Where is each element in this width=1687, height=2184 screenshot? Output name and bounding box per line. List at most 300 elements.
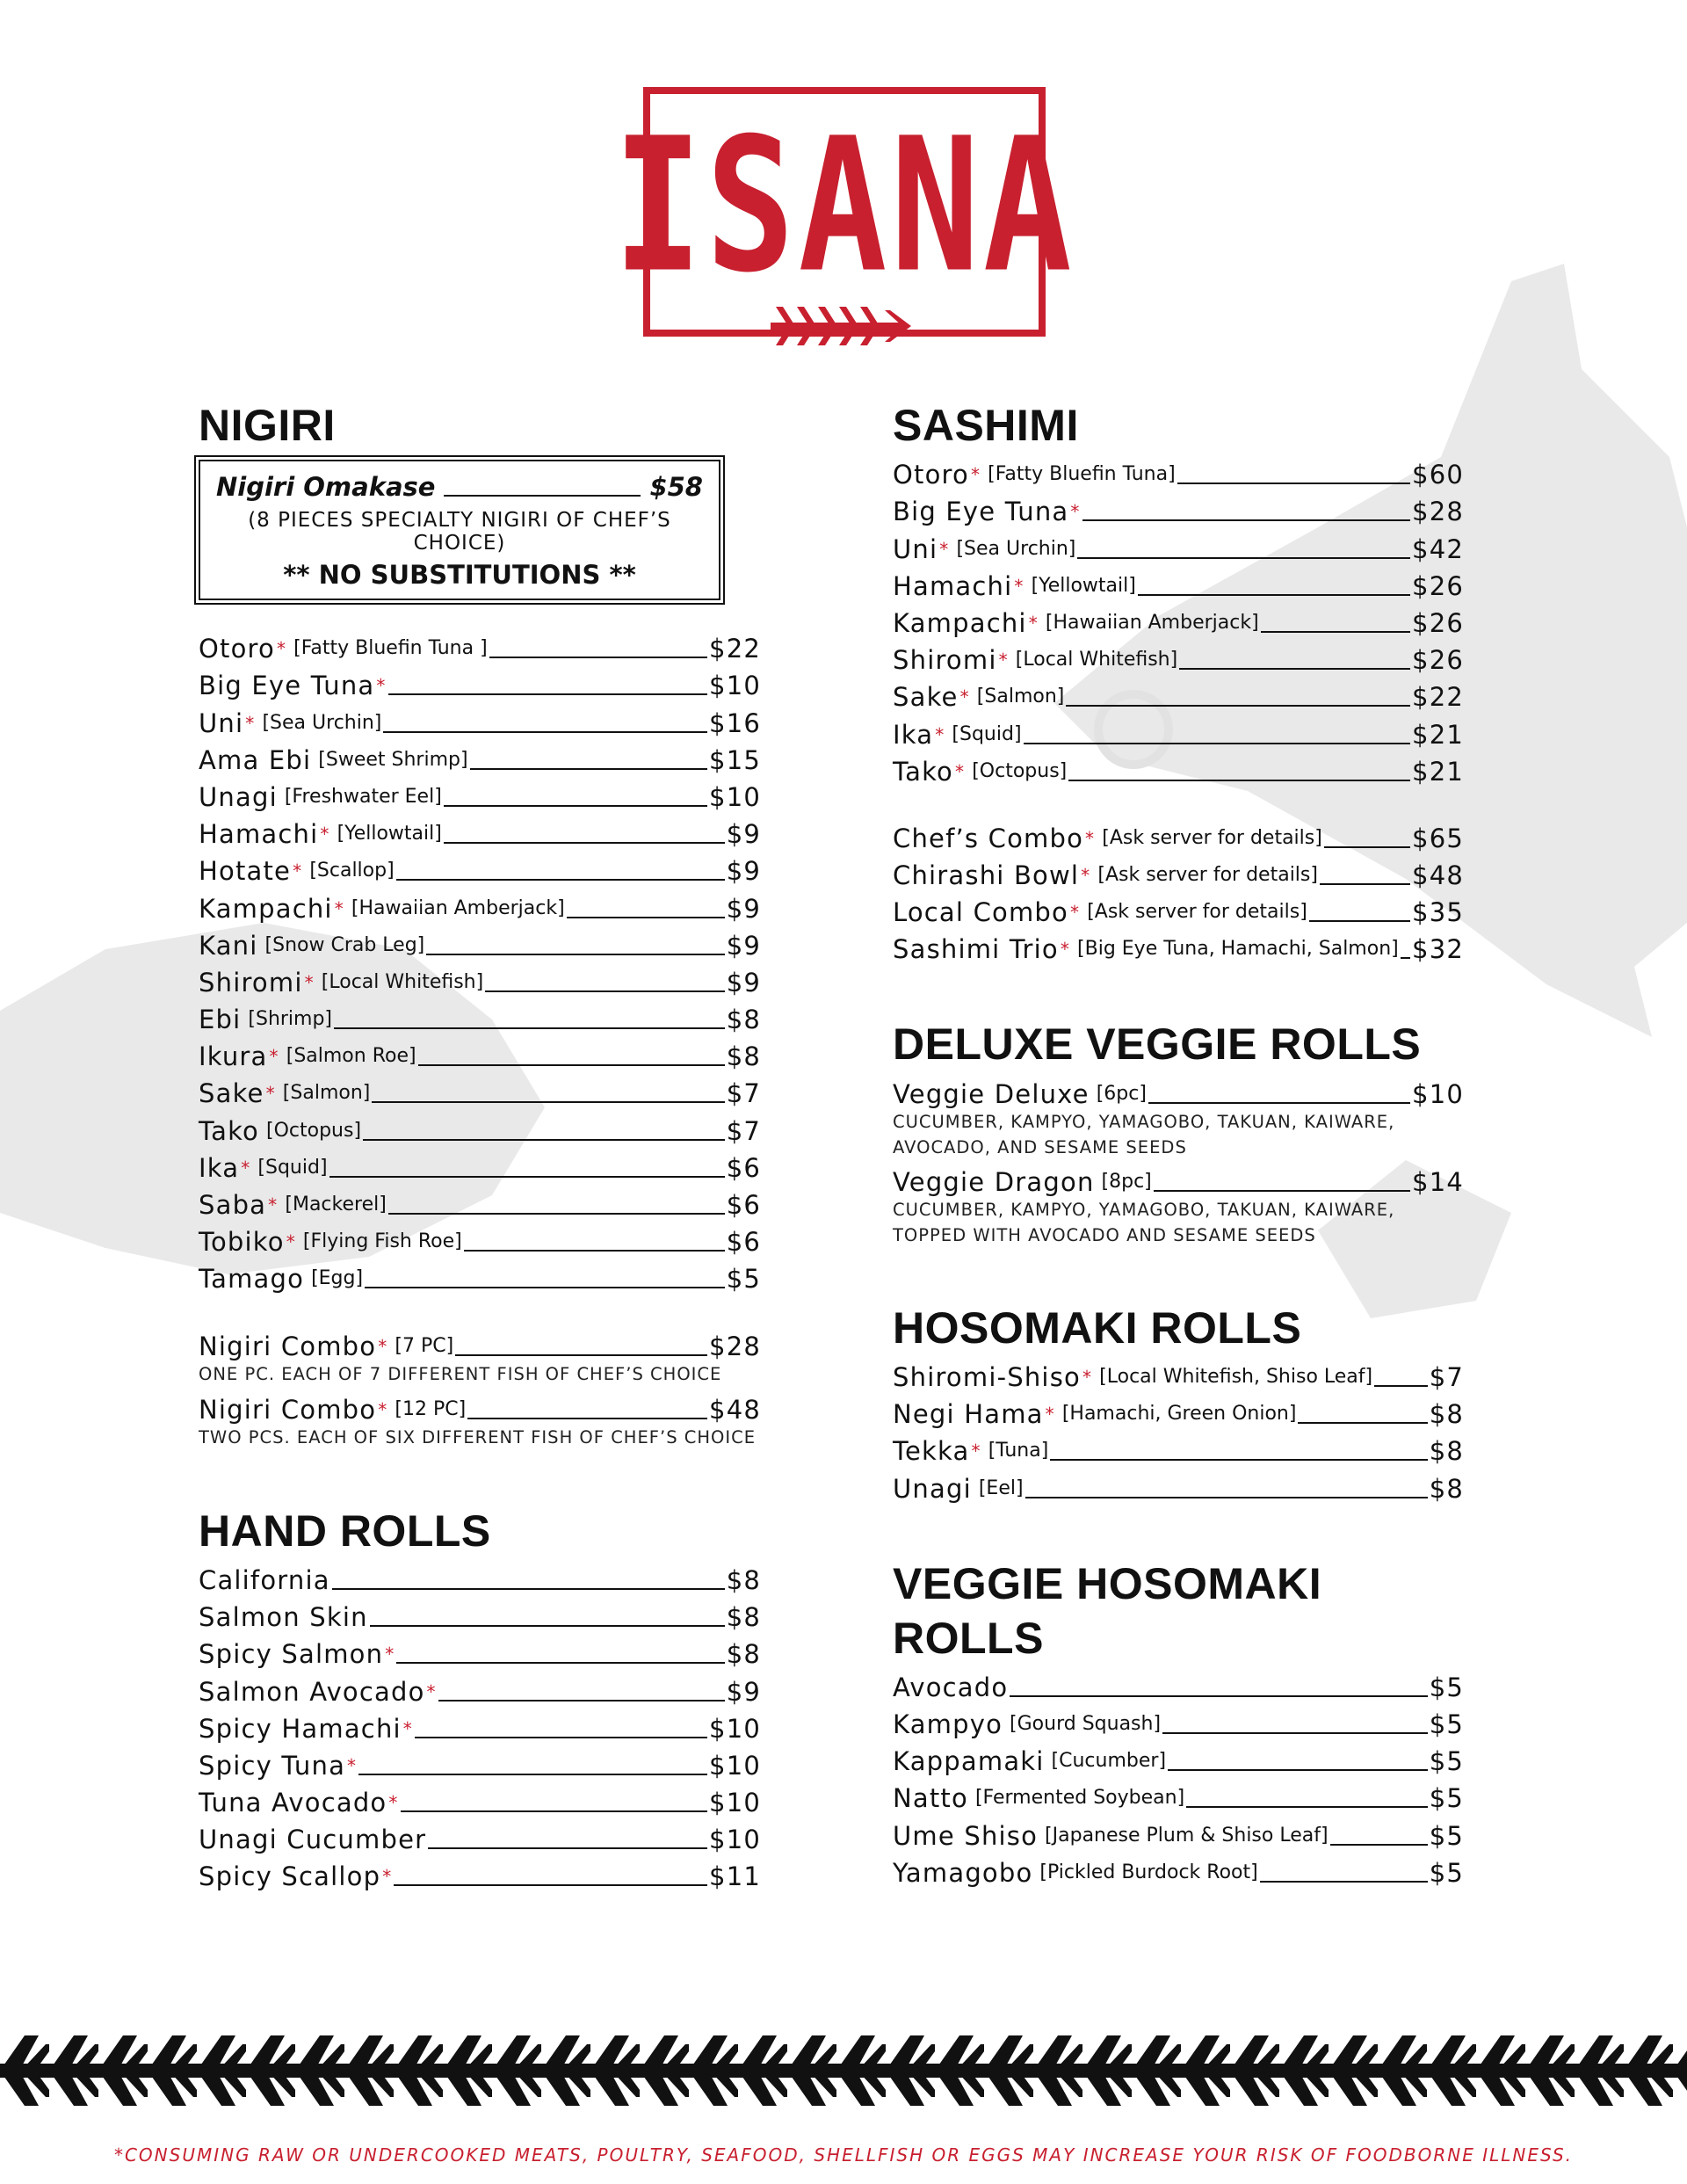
raw-warning-asterisk: * [955,760,966,782]
item-price: $9 [726,819,761,850]
item-price: $14 [1412,1166,1464,1197]
item-name: Unagi [199,781,278,812]
raw-warning-asterisk: * [1085,827,1096,849]
leader-line [1168,1769,1428,1771]
menu-item [199,775,761,812]
item-price: $26 [1412,645,1464,676]
menu-item [199,627,761,664]
raw-warning-asterisk: * [286,1231,296,1253]
menu-item [199,1818,761,1854]
leader-line [1138,594,1410,596]
omakase-name: Nigiri Omakase [216,472,436,502]
item-description: [Hawaiian Amberjack] [1045,611,1259,634]
item-name: Hamachi [199,819,319,850]
item-description: [6pc] [1096,1082,1147,1105]
item-price: $42 [1412,533,1464,564]
item-name: Unagi [893,1473,972,1504]
item-name: Shiromi [199,967,303,998]
menu-item [199,1632,761,1669]
raw-warning-asterisk: * [1028,612,1039,634]
item-price: $21 [1412,719,1464,750]
raw-warning-asterisk: * [939,538,950,560]
item-price: $10 [709,781,761,812]
item-price: $48 [1412,860,1464,891]
item-note: CUCUMBER, KAMPYO, YAMAGOBO, TAKUAN, KAIWARE, [893,1199,1395,1220]
sashimi-list [893,453,1464,787]
menu-item [199,998,761,1034]
item-name: Ika [893,719,934,750]
leader-line [1082,519,1410,521]
food-safety-disclaimer: *CONSUMING RAW OR UNDERCOOKED MEATS, POULTRY, SEAFOOD, SHELLFISH OR EGGS MAY INCREASE YOUR RISK OF FOODBORNE ILLNESS. [113,2144,1574,2166]
item-description: [Octopus] [972,759,1068,782]
raw-warning-asterisk: * [935,723,945,745]
omakase-row [216,472,703,502]
raw-warning-asterisk: * [959,686,970,708]
leader-line [444,805,707,807]
leader-line [1261,631,1410,633]
leader-line [485,990,724,992]
menu-item [893,564,1464,601]
item-price: $6 [726,1190,761,1220]
item-price: $22 [709,634,761,664]
item-price: $8 [1429,1473,1464,1504]
leader-line [329,1176,725,1178]
leader-line [1309,920,1410,922]
menu-item [893,1160,1464,1197]
leader-line [1050,1459,1427,1461]
item-price: $5 [1429,1672,1464,1702]
raw-warning-asterisk: * [378,1398,388,1420]
item-price: $7 [1429,1362,1464,1392]
raw-warning-asterisk: * [245,712,256,734]
menu-item [199,664,761,700]
raw-warning-asterisk: * [320,824,330,845]
raw-warning-asterisk: * [1045,1404,1055,1426]
item-description: [Fermented Soybean] [974,1787,1185,1810]
raw-warning-asterisk: * [376,675,387,697]
menu-item [199,924,761,961]
item-name: Nigiri Combo [199,1331,377,1361]
deluxe-veggie-list [893,1071,1464,1247]
item-name: Spicy Salmon [199,1639,384,1670]
item-description: [Yellowtail] [337,823,442,845]
raw-warning-asterisk: * [304,971,315,993]
item-description: [Ask server for details] [1097,864,1318,887]
logo-frame [613,87,1075,337]
item-price: $5 [1429,1746,1464,1777]
leader-line [1066,705,1410,707]
leader-line [470,768,707,770]
item-price: $5 [1429,1783,1464,1814]
omakase-description: (8 PIECES SPECIALTY NIGIRI OF CHEF’S CHOICE) [248,509,671,555]
leader-line [396,879,725,881]
raw-warning-asterisk: * [1070,501,1081,523]
menu-item [893,890,1464,927]
leader-line [1324,846,1410,848]
leader-line [1154,1190,1410,1192]
item-name: Spicy Scallop [199,1861,381,1892]
menu-item [893,1355,1464,1392]
item-description: [8pc] [1101,1170,1152,1193]
item-name: Shiromi-Shiso [893,1362,1081,1392]
item-name: Chef’s Combo [893,823,1084,853]
item-description: [Local Whitefish] [321,970,484,993]
raw-warning-asterisk: * [1069,902,1081,924]
item-price: $26 [1412,607,1464,638]
item-price: $10 [709,1713,761,1744]
veggie-hosomaki-list [893,1665,1464,1888]
item-price: $32 [1412,934,1464,965]
item-description: [Flying Fish Roe] [302,1230,462,1253]
nigiri-heading: NIGIRI [199,401,336,450]
item-name: Veggie Deluxe [893,1078,1090,1109]
item-name: Tekka [893,1436,970,1467]
item-description: [Fatty Bluefin Tuna] [988,463,1176,486]
hand-rolls-heading: HAND ROLLS [199,1506,491,1556]
item-price: $5 [726,1264,761,1295]
menu-item [893,1776,1464,1813]
raw-warning-asterisk: * [998,649,1009,671]
item-name: Tako [199,1115,259,1146]
menu-item [893,1813,1464,1850]
leader-line [444,842,725,844]
left-column [199,398,761,1891]
item-name: Ebi [199,1005,242,1035]
raw-warning-asterisk: * [378,1335,388,1357]
raw-warning-asterisk: * [1060,939,1071,961]
item-name: Tuna Avocado [199,1788,387,1818]
right-column [893,398,1464,1888]
leader-line [1024,743,1411,744]
raw-warning-asterisk: * [241,1157,251,1179]
raw-warning-asterisk: * [1014,575,1025,597]
leader-line [1177,483,1410,484]
leader-line [489,657,707,658]
item-price: $28 [1412,497,1464,527]
leader-line [358,1774,707,1775]
item-name: Hamachi [893,570,1013,601]
item-name: Kampachi [893,607,1027,638]
item-name: Kampachi [199,893,333,924]
item-name: Tobiko [199,1227,285,1258]
veggie-hosomaki-heading: VEGGIE HOSOMAKI ROLLS [893,1558,1322,1663]
leader-line [383,731,707,733]
raw-warning-asterisk: * [268,1194,279,1215]
raw-warning-asterisk: * [1082,1367,1093,1388]
raw-warning-asterisk: * [426,1680,437,1702]
item-description: [Pickled Burdock Root] [1039,1861,1258,1883]
item-price: $10 [709,671,761,701]
hosomaki-list [893,1355,1464,1504]
item-name: Otoro [199,634,275,664]
item-name: Tako [893,756,953,787]
menu-item [893,601,1464,638]
item-price: $9 [726,967,761,998]
arrow-band-decoration [0,2018,1687,2123]
leader-line [467,1418,707,1419]
menu-item [893,1665,1464,1702]
item-description: [Japanese Plum & Shiso Leaf] [1045,1824,1329,1847]
item-note: AVOCADO, AND SESAME SEEDS [893,1136,1187,1157]
leader-line [388,693,707,695]
menu-item [199,1781,761,1818]
raw-warning-asterisk: * [276,638,287,660]
leader-line [438,1700,725,1701]
item-description: [Eel] [978,1477,1024,1499]
leader-line [455,1354,707,1356]
item-description: [Mackerel] [285,1194,387,1215]
menu-item [199,1595,761,1632]
leader-line [1186,1806,1428,1808]
menu-item [893,1851,1464,1888]
item-price: $10 [709,1825,761,1855]
menu-item [199,1324,761,1360]
item-name: California [199,1564,330,1595]
item-name: Big Eye Tuna [199,671,375,701]
menu-item [199,1669,761,1706]
brand-logo [613,87,1075,352]
item-name: Ama Ebi [199,744,312,775]
menu-item [893,1466,1464,1503]
item-description: [Tuna] [988,1440,1049,1462]
leader-line [1179,668,1410,670]
item-description: [Salmon] [282,1082,371,1105]
menu-item [199,1034,761,1071]
menu-item [893,853,1464,890]
item-name: Natto [893,1783,968,1814]
item-name: Negi Hama [893,1399,1044,1430]
leader-line [464,1250,725,1252]
raw-warning-asterisk: * [385,1643,395,1665]
item-price: $8 [1429,1436,1464,1467]
item-note: ONE PC. EACH OF 7 DIFFERENT FISH OF CHEF’S CHOICE [199,1363,722,1384]
menu-item [199,700,761,737]
leader-line [388,1213,725,1215]
item-description: [Scallop] [309,860,395,882]
item-name: Kampyo [893,1709,1003,1739]
menu-item [199,1108,761,1145]
item-price: $8 [1429,1399,1464,1430]
nigiri-list [199,627,761,1294]
raw-warning-asterisk: * [388,1792,399,1814]
omakase-price: $58 [649,472,703,502]
menu-item [199,1183,761,1220]
leader-line [418,1064,725,1066]
menu-item [199,1388,761,1425]
item-description: [Hamachi, Green Onion] [1061,1403,1297,1426]
item-name: Ika [199,1152,240,1183]
menu-item [199,961,761,998]
leader-line [372,1101,724,1103]
menu-item [893,490,1464,526]
menu-item [893,638,1464,675]
leader-line [1330,1844,1428,1846]
item-name: Uni [893,533,938,564]
item-description: [Gourd Squash] [1010,1712,1162,1735]
item-price: $26 [1412,570,1464,601]
item-description: [Salmon] [976,686,1065,708]
item-price: $6 [726,1152,761,1183]
item-name: Big Eye Tuna [893,497,1069,527]
leader-line [396,1662,724,1664]
item-description: [12 PC] [395,1397,467,1420]
menu-item [199,1257,761,1294]
item-price: $9 [726,893,761,924]
item-price: $15 [709,744,761,775]
menu-item [893,453,1464,490]
menu-item [199,1744,761,1781]
raw-warning-asterisk: * [1081,865,1091,887]
item-name: Hotate [199,856,292,887]
leader-line [415,1737,707,1738]
item-description: [Octopus] [266,1119,362,1142]
deluxe-veggie-heading: DELUXE VEGGIE ROLLS [893,1019,1422,1070]
item-price: $22 [1412,682,1464,713]
item-price: $5 [1429,1857,1464,1888]
menu-item [893,927,1464,964]
menu-item [893,816,1464,853]
item-price: $5 [1429,1820,1464,1851]
leader-line [334,1027,725,1029]
item-price: $35 [1412,897,1464,928]
item-name: Chirashi Bowl [893,860,1080,891]
menu-item [199,738,761,775]
raw-warning-asterisk: * [347,1754,358,1776]
hosomaki-heading: HOSOMAKI ROLLS [893,1302,1302,1353]
item-price: $8 [726,1005,761,1035]
item-price: $65 [1412,823,1464,853]
leader-line [363,1139,725,1141]
item-name: Spicy Hamachi [199,1713,402,1744]
item-price: $16 [709,707,761,738]
item-description: [Sea Urchin] [956,537,1076,560]
item-name: Yamagobo [893,1857,1033,1888]
item-description: [Local Whitefish, Shiso Leaf] [1099,1366,1373,1388]
item-description: [Yellowtail] [1031,574,1136,597]
item-price: $9 [726,930,761,961]
raw-warning-asterisk: * [382,1866,393,1888]
item-description: [Egg] [311,1267,364,1290]
item-price: $8 [726,1564,761,1595]
leader-line [365,1287,725,1288]
leader-line [332,1588,725,1590]
item-description: [Salmon Roe] [286,1045,416,1068]
leader-line [567,917,725,918]
item-name: Uni [199,707,244,738]
item-note: TWO PCS. EACH OF SIX DIFFERENT FISH OF CHEF’S CHOICE [199,1426,757,1448]
menu-item [893,1739,1464,1776]
item-description: [Sweet Shrimp] [318,748,468,771]
logo-wordmark: ISANA [613,98,1075,314]
menu-item [893,1071,1464,1108]
item-name: Local Combo [893,897,1068,928]
item-name: Avocado [893,1672,1009,1702]
menu-item [199,1071,761,1108]
item-name: Nigiri Combo [199,1394,377,1425]
leader-line [1010,1695,1427,1697]
item-price: $8 [726,1602,761,1633]
menu-item [893,1392,1464,1429]
leader-line [1401,957,1410,959]
item-description: [Fatty Bluefin Tuna ] [293,637,488,660]
leader-line [1298,1422,1427,1424]
menu-item [893,750,1464,787]
item-description: [Snow Crab Leg] [264,933,425,956]
item-description: [Ask server for details] [1102,826,1322,849]
item-name: Salmon Avocado [199,1676,425,1707]
item-price: $60 [1412,460,1464,490]
raw-warning-asterisk: * [970,464,981,486]
item-name: Ikura [199,1041,268,1072]
leader-line [1025,1497,1428,1498]
item-name: Sake [199,1078,264,1109]
item-description: [Hawaiian Amberjack] [351,896,565,919]
item-name: Kani [199,930,258,961]
raw-warning-asterisk: * [402,1717,413,1739]
item-name: Kappamaki [893,1746,1045,1777]
item-description: [Ask server for details] [1087,901,1307,924]
item-price: $5 [1429,1709,1464,1739]
leader-line [1148,1102,1410,1104]
menu-item [893,712,1464,749]
item-price: $10 [709,1750,761,1781]
menu-item [199,812,761,849]
item-price: $10 [1412,1078,1464,1109]
item-price: $9 [726,1676,761,1707]
leader-line [1077,557,1410,559]
menu-item [893,1429,1464,1466]
menu-item [199,1220,761,1257]
item-price: $28 [709,1331,761,1361]
item-description: [Sea Urchin] [262,711,382,734]
item-name: Spicy Tuna [199,1750,346,1781]
item-name: Shiromi [893,645,997,676]
leader-line [444,495,641,497]
menu-item [199,1558,761,1595]
item-name: Saba [199,1190,267,1220]
raw-warning-asterisk: * [265,1083,276,1105]
item-price: $9 [726,856,761,887]
leader-line [1260,1881,1428,1883]
raw-warning-asterisk: * [971,1440,981,1462]
leader-line [401,1810,707,1812]
menu-item [893,1702,1464,1739]
item-name: Veggie Dragon [893,1166,1095,1197]
leader-line [394,1884,707,1886]
item-name: Sashimi Trio [893,934,1059,965]
item-note: CUCUMBER, KAMPYO, YAMAGOBO, TAKUAN, KAIWARE, [893,1111,1395,1132]
item-name: Tamago [199,1264,305,1295]
item-price: $8 [726,1041,761,1072]
menu-item [199,1854,761,1891]
hand-rolls-list [199,1558,761,1892]
item-description: [Squid] [257,1156,328,1179]
menu-item [893,675,1464,712]
item-description: [Big Eye Tuna, Hamachi, Salmon] [1077,938,1399,961]
item-price: $10 [709,1788,761,1818]
nigiri-combo-list [199,1324,761,1450]
item-price: $7 [726,1078,761,1109]
omakase-box [199,460,720,600]
menu-item [199,1707,761,1744]
item-name: Ume Shiso [893,1820,1039,1851]
leader-line [1068,780,1410,781]
raw-warning-asterisk: * [293,860,303,882]
item-name: Sake [893,682,959,713]
item-price: $7 [726,1115,761,1146]
item-price: $8 [726,1639,761,1670]
item-price: $21 [1412,756,1464,787]
